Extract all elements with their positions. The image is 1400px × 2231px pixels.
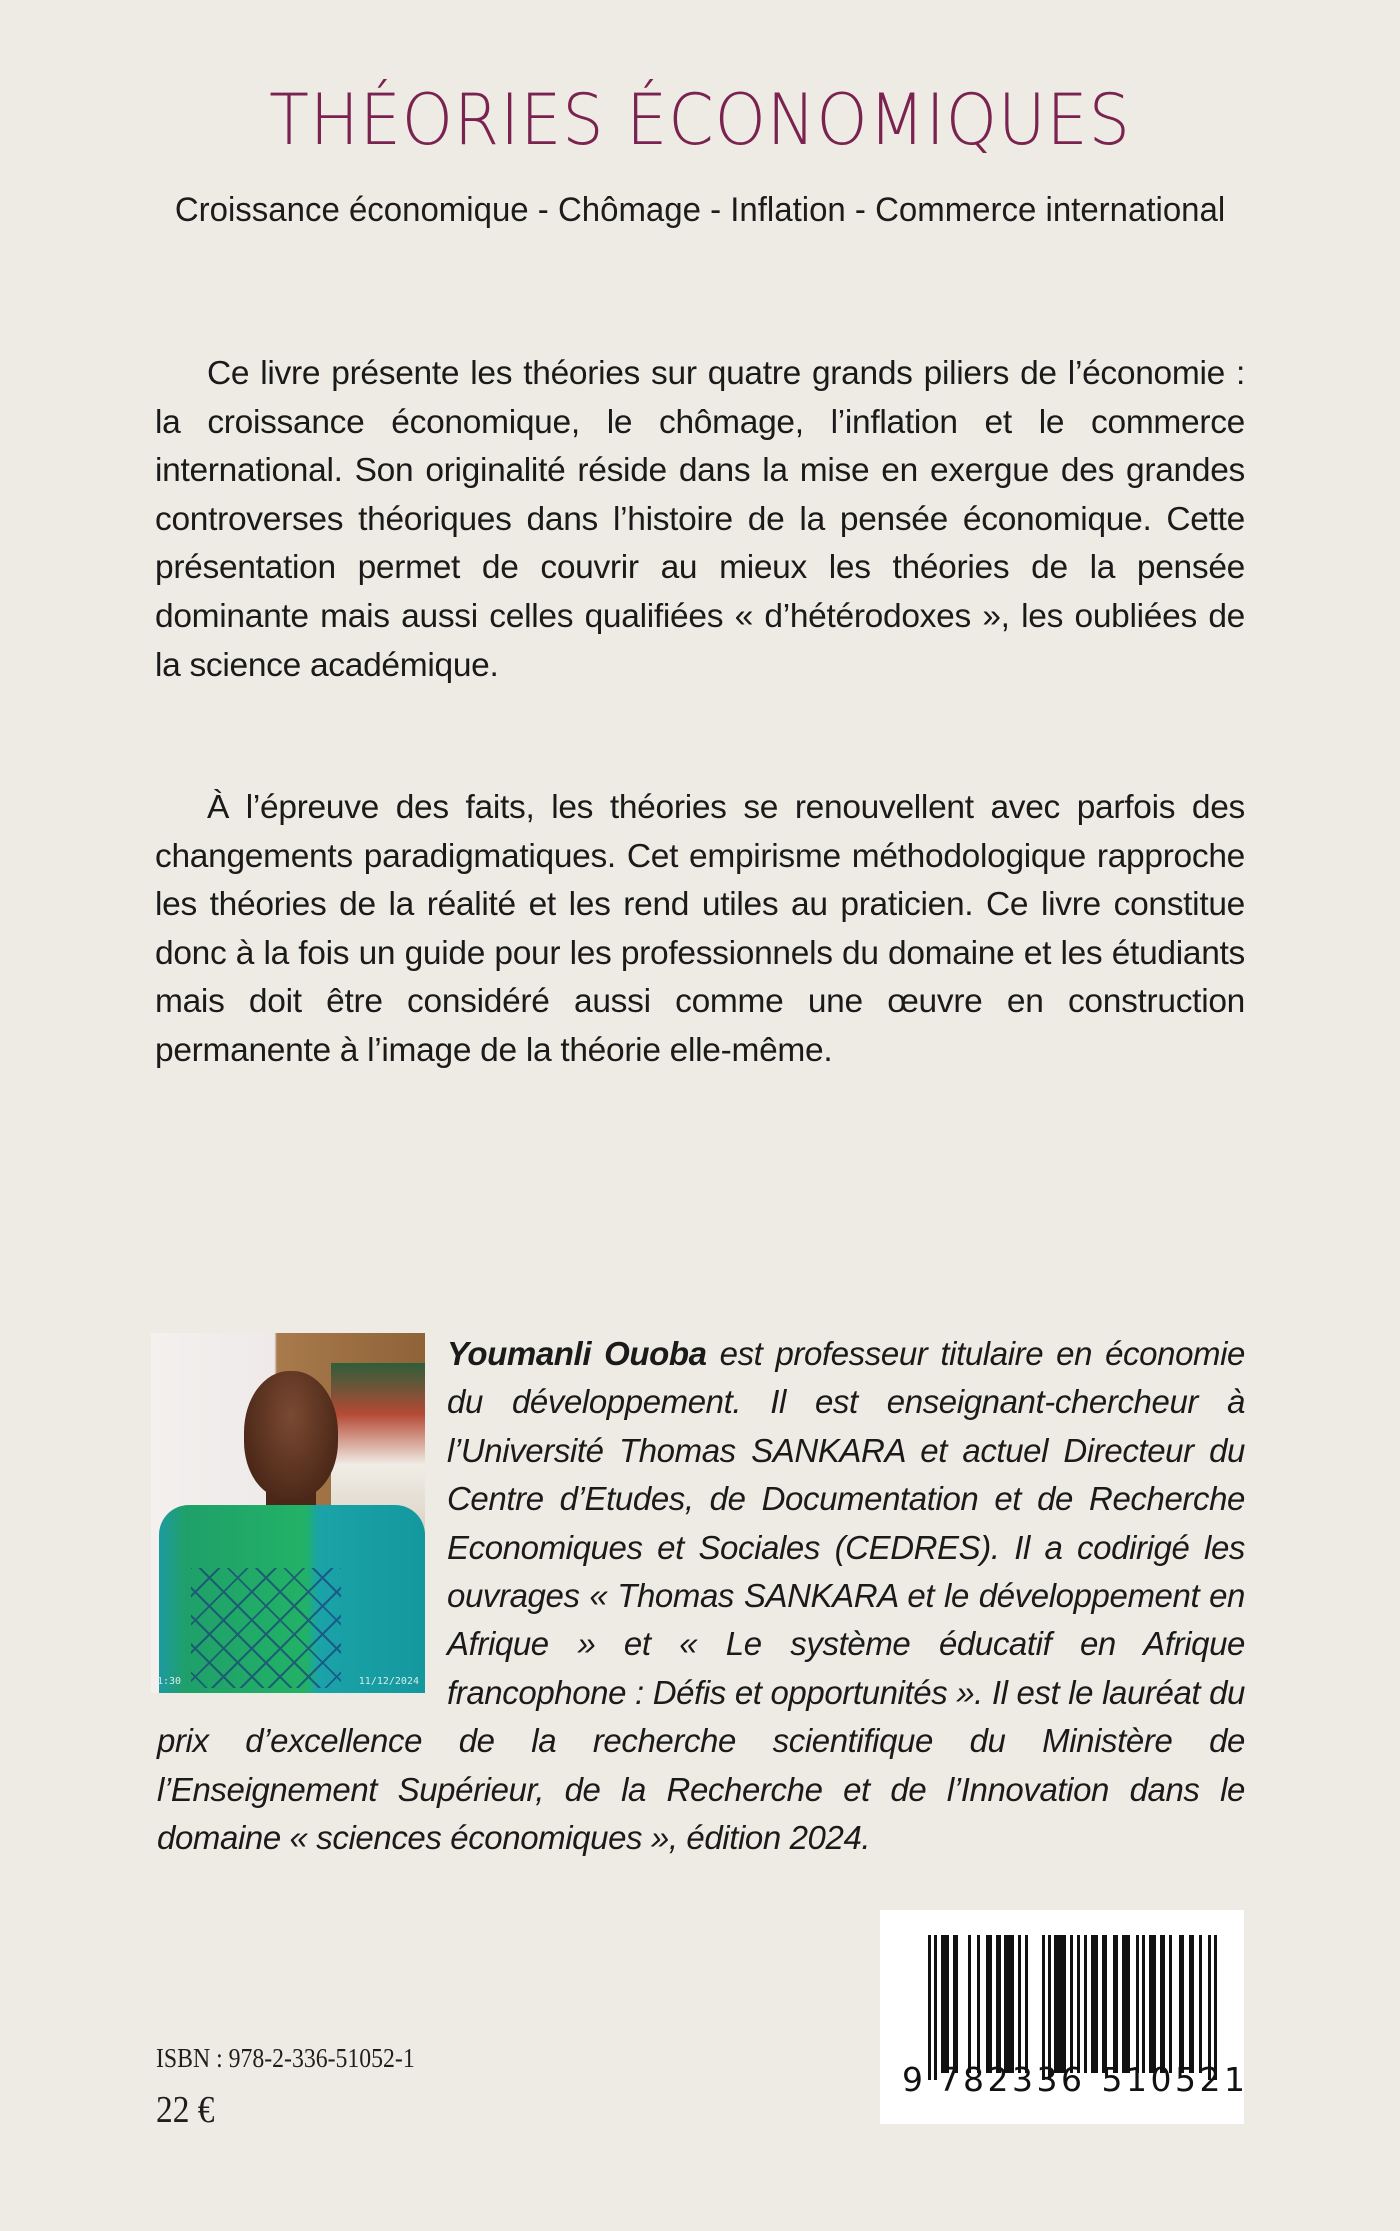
photo-stamp-date: 11/12/2024 [358,1676,419,1687]
barcode [880,1910,1249,2124]
author-name: Youmanli Ouoba [447,1335,707,1372]
barcode-group-2: 510521 [1101,2060,1249,2099]
isbn-label: ISBN : 978-2-336-51052-1 [156,2043,415,2073]
summary-paragraph-1: Ce livre présente les théories sur quatre grands piliers de l’économie : la croissance économique, le chômage, l’inflation et le commerce international. Son originalité réside dans la mise en exergue des grandes controverses théoriques dans l’histoire de la pensée économique. Cette présentation permet de couvrir au mieux les théories de la pensée dominante mais aussi celles qualifiées « d’hétérodoxes », les oubliées de la science académique. [155,355,1245,684]
photo-stamp-left: 1:30 [157,1676,182,1687]
summary-paragraph-2: À l’épreuve des faits, les théories se renouvellent avec parfois des changements paradigmatiques. Cet empirisme méthodologique rapproche les théories de la réalité et les rend utiles au praticien. Ce livre constitue donc à la fois un guide pour les professionnels du domaine et les étudiants mais doit être considéré aussi comme une œuvre en construction permanente à l’image de la théorie elle-même. [155,789,1245,1069]
author-bio [157,1330,1245,1862]
barcode-lead-digit: 9 [902,2060,927,2099]
price-label: 22 € [156,2089,215,2131]
author-bio-text: est professeur titulaire en économie du développement. Il est enseignant-chercheur à l’Université Thomas SANKARA et actuel Directeur du Centre d’Etudes, de Documentation et de Recherche Economiques et Sociales (CEDRES). Il a codirigé les ouvrages « Thomas SANKARA et le développement en Afrique » et « Le système éducatif en Afrique francophone : Défis et opportunités ». Il est le lauréat du prix d’excellence de la recherche scientifique du Ministère de l’Enseignement Supérieur, de la Recherche et de l’Innovation dans le domaine « sciences économiques », édition 2024. [157,1335,1245,1857]
photo-spacer [157,1330,447,1702]
barcode-digits [902,2060,1249,2099]
book-subtitle: Croissance économique - Chômage - Inflation - Commerce international [174,191,1226,229]
book-title: THÉORIES ÉCONOMIQUES [269,79,1131,161]
barcode-group-1: 782336 [938,2060,1086,2099]
barcode-bars-icon [928,1935,1218,2080]
